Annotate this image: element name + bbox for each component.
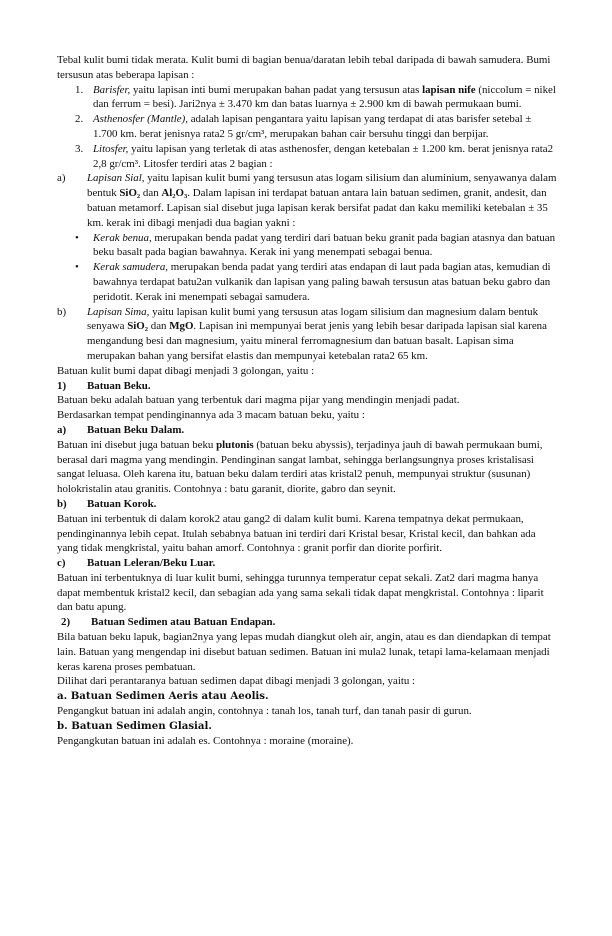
sima-section: b) Lapisan Sima, yaitu lapisan kulit bumi yang tersusun atas logam silisium dan magnesium dalam bentuk senyawa SiO₂ dan MgO. Lapisan ini mempunyai berat jenis yang lebih besar daripada lapisan sial karena mengandung besi dan magnesium, yaitu mineral ferromagnesium dan batuan basalt. Lapisan sima merupakan bahan yang bersifat elastis dan mempunyai ketebalan rata2 65 km. xyxy=(57,305,547,362)
glasial-paragraph: Pengangkutan batuan ini adalah es. Contohnya : moraine (moraine). xyxy=(57,734,354,747)
heading-batuan-sedimen: 2) Batuan Sedimen atau Batuan Endapan. xyxy=(61,616,276,629)
intro-paragraph: Tebal kulit bumi tidak merata. Kulit bumi di bagian benua/daratan lebih tebal daripada di bawah samudera. Bumi tersusun atas beberapa lapisan : xyxy=(57,54,551,81)
beku-dalam-paragraph: Batuan ini disebut juga batuan beku plutonis (batuan beku abyssis), terjadinya jauh di bawah permukaan bumi, berasal dari magma yang mendingin. Pendinginan sangat lambat, sehingga berlangsungnya proses kristalisasi sangat leluasa. Oleh karena itu, batuan beku dalam terdiri atas kristal2 penuh, mempunyai struktur (susunan) holokristalin atau granitis. Contohnya : batu garanit, diorite, gabro dan seynit. xyxy=(57,438,543,496)
sial-term: Lapisan Sial, xyxy=(87,172,145,185)
pengangkut-paragraph: Dilihat dari perantaranya batuan sedimen dapat dibagi menjadi 3 golongan, yaitu : xyxy=(57,675,416,688)
heading-beku-luar: c) Batuan Leleran/Beku Luar. xyxy=(57,557,216,570)
layer-number: 2. xyxy=(75,113,84,126)
sial-section: a) Lapisan Sial, yaitu lapisan kulit bumi yang tersusun atas logam silisium dan aluminium, senyawanya dalam bentuk SiO₂ dan Al₂O₃. Dalam lapisan ini terdapat batuan antara lain batuan sedimen, granit, andesit, dan batuan metamorf. Lapisan sial disebut juga lapisan kerak bersifat padat dan kaku memiliki ketebalan ± 35 km. kerak ini dibagi menjadi dua bagian yakni : xyxy=(57,172,557,229)
heading-batuan-korok: b) Batuan Korok. xyxy=(57,497,157,510)
layer-item-litosfer: 3. Litosfer, yaitu lapisan yang terletak di atas asthenosfer, dengan ketebalan ± 1.200 km. berat jenisnya rata2 2,8 gr/cm³. Litosfer terdiri atas 2 bagian : xyxy=(75,142,554,170)
korok-paragraph: Batuan ini terbentuk di dalam korok2 atau gang2 di dalam kulit bumi. Karena tempatnya dekat permukaan, pendinginannya lebih cepat. Itulah sebabnya batuan ini terdiri dari Kristal besar, Kristal kecil, dan bahkan ada yang tidak mengkristal, yaitu bahan amorf. Contohnya : granit porfir dan diorite porfirit. xyxy=(57,512,536,555)
layer-number: 1. xyxy=(75,83,84,96)
beku-paragraph-2: Berdasarkan tempat pendinginannya ada 3 macam batuan beku, yaitu : xyxy=(57,409,365,422)
layer-item-asthenosfer: 2. Asthenosfer (Mantle), adalah lapisan pengantara yaitu lapisan yang terdapat di atas barisfer setebal ± 1.700 km. berat jenisnya rata2 5 gr/cm³, merupakan bahan cair bersuhu tinggi dan berpijar. xyxy=(75,113,532,140)
beku-paragraph-1: Batuan beku adalah batuan yang terbentuk dari magma pijar yang mendingin menjadi padat. xyxy=(57,394,460,407)
heading-sedimen-aeolis: a. Batuan Sedimen Aeris atau Aeolis. xyxy=(57,690,269,703)
heading-beku-dalam: a) Batuan Beku Dalam. xyxy=(57,423,185,436)
layer-item-barisfer: 1. Barisfer, yaitu lapisan inti bumi merupakan bahan padat yang tersusun atas lapisan nife (niccolum = nikel dan ferrum = besi). Jari2nya ± 3.470 km dan batas luarnya ± 2.900 km di bawah permukaan bumi. xyxy=(75,83,556,111)
golongan-paragraph: Batuan kulit bumi dapat dibagi menjadi 3 golongan, yaitu : xyxy=(57,364,315,377)
heading-batuan-beku: 1) Batuan Beku. xyxy=(57,379,151,392)
beku-luar-paragraph: Batuan ini terbentuknya di luar kulit bumi, sehingga turunnya temperatur cepat sekali. Zat2 dari magma hanya dapat membentuk kristal2 kecil, dan sebagian ada yang sama sekali tidak dapat mengkristal. Contohnya : liparit dan batu apung. xyxy=(57,571,544,614)
layer-term: Barisfer, xyxy=(93,83,131,96)
aeolis-paragraph: Pengangkut batuan ini adalah angin, contohnya : tanah los, tanah turf, dan tanah pasir di gurun. xyxy=(57,705,472,718)
kerak-samudera-item: • Kerak samudera, merupakan benda padat yang terdiri atas endapan di laut pada bagian atas, kemudian di bawahnya terdapat batu2an vulkanik dan lapisan yang paling bawah tersusun atas batuan beku gabro dan peridotit. Kerak ini menempati sebagai samudera. xyxy=(75,261,551,303)
heading-sedimen-glasial: b. Batuan Sedimen Glasial. xyxy=(57,719,212,732)
document-page xyxy=(57,53,557,748)
layer-term: Asthenosfer (Mantle), xyxy=(93,113,188,126)
sedimen-paragraph: Bila batuan beku lapuk, bagian2nya yang lepas mudah diangkut oleh air, angin, atau es dan diendapkan di tempat lain. Batuan yang mengendap ini disebut batuan sedimen. Batuan ini mula2 lunak, tetapi lama-kelamaan menjadi keras karena proses pembatuan. xyxy=(57,631,551,673)
layer-number: 3. xyxy=(75,142,84,155)
kerak-benua-item: • Kerak benua, merupakan benda padat yang terdiri dari batuan beku granit pada bagian atasnya dan batuan beku basalt pada bagian bawahnya. Kerak ini yang menempati sebagai benua. xyxy=(75,231,556,259)
sima-term: Lapisan Sima, xyxy=(87,305,150,318)
layer-term: Litosfer, xyxy=(93,142,129,155)
